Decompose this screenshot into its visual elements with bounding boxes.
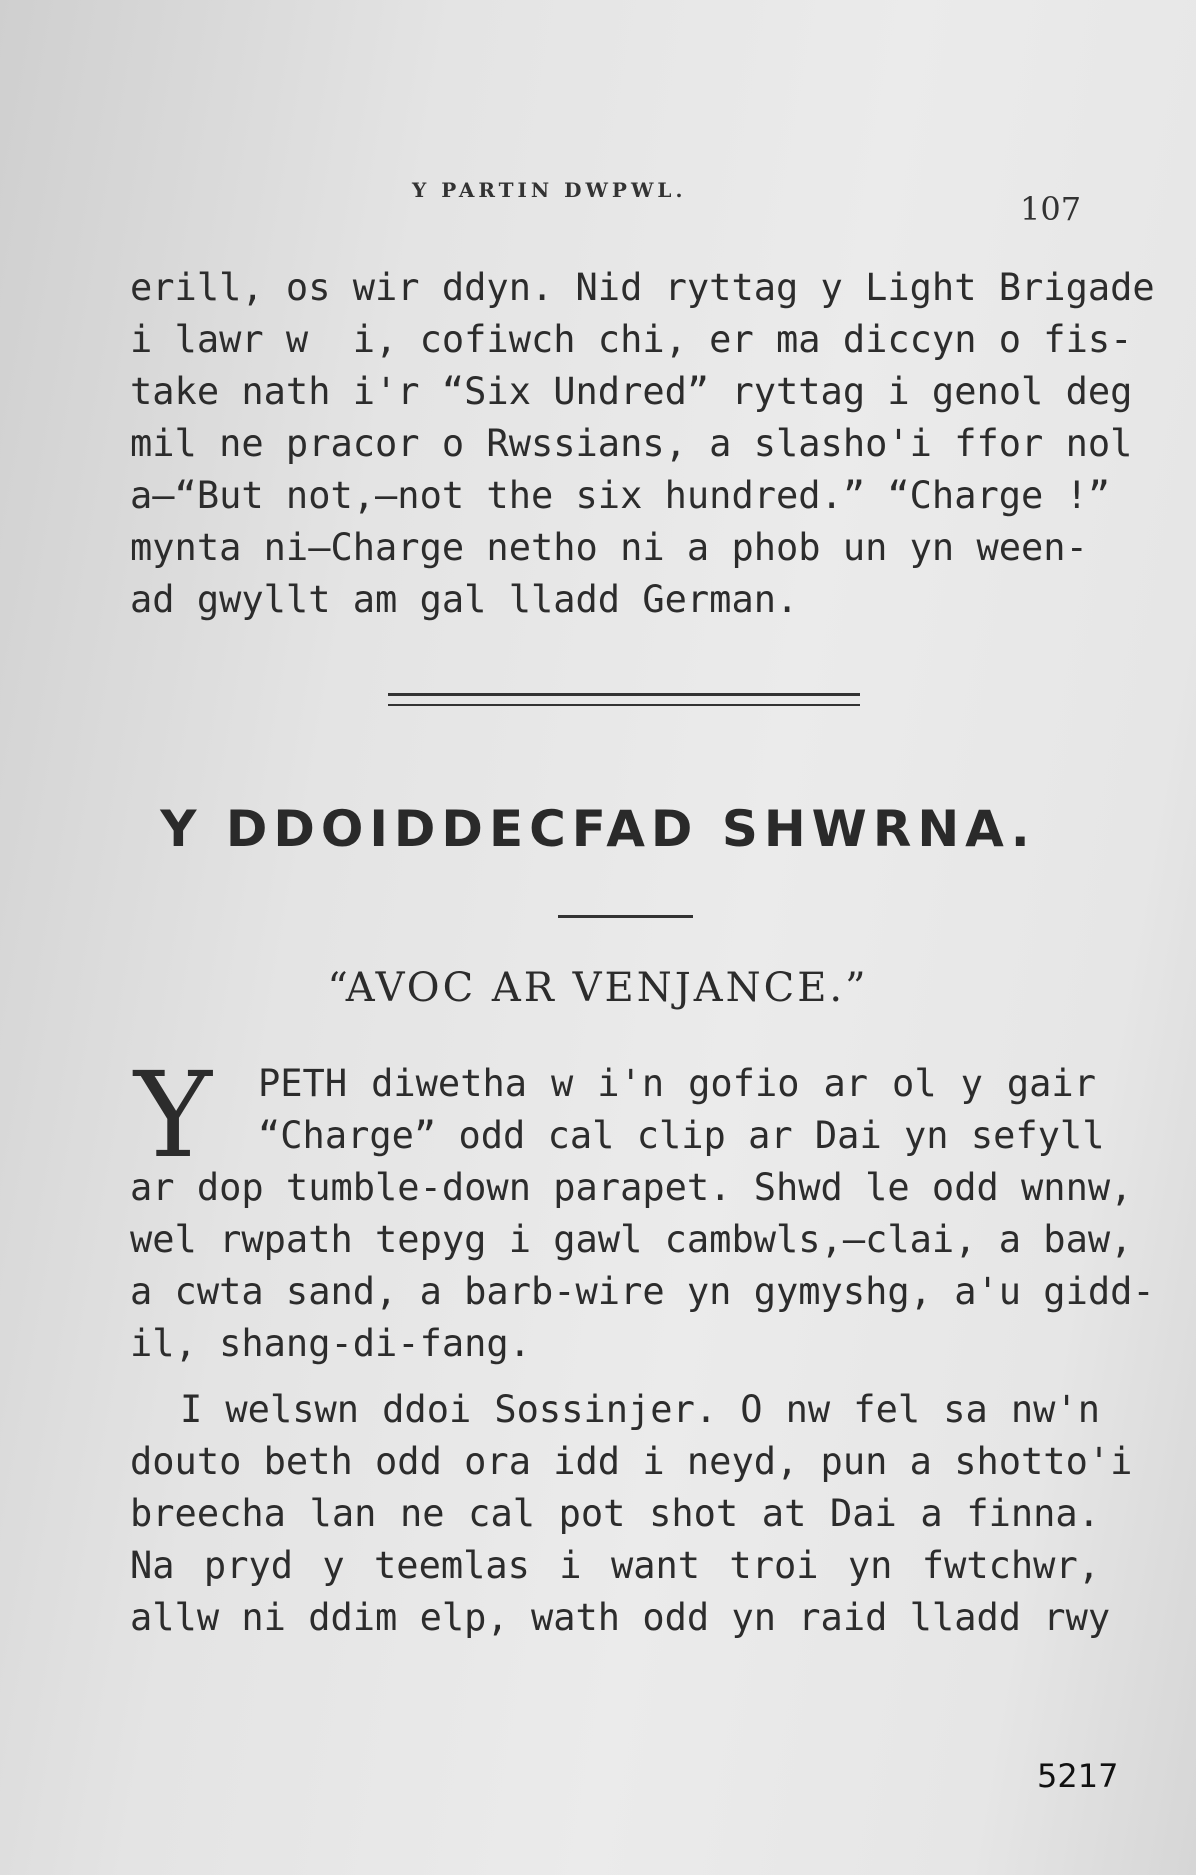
text-line: “Charge” odd cal clip ar Dai yn sefyll <box>258 1114 1105 1157</box>
running-head: Y PARTIN DWPWL. <box>412 178 687 202</box>
text-line: erill, os wir ddyn. Nid ryttag y Light Brigade <box>130 266 1155 309</box>
text-line: i lawr w i, cofiwch chi, er ma diccyn o fis- <box>130 318 1133 361</box>
text-line: take nath i'r “Six Undred” ryttag i genol deg <box>130 370 1133 413</box>
paragraph-3 <box>130 1384 1133 1644</box>
paragraph-2-opening <box>258 1058 1105 1162</box>
text-line: ad gwyllt am gal lladd German. <box>130 578 799 621</box>
text-line: il, shang-di-fang. <box>130 1322 531 1365</box>
page-number: 107 <box>1020 190 1082 228</box>
text-line: mil ne pracor o Rwssians, a slasho'i ffor nol <box>130 422 1133 465</box>
text-line: allw ni ddim elp, wath odd yn raid lladd rwy <box>130 1596 1111 1639</box>
chapter-subtitle: “AVOC AR VENJANCE.” <box>327 965 869 1011</box>
section-divider <box>388 693 860 706</box>
text-line: Na pryd y teemlas i want troi yn fwtchwr, <box>130 1544 1100 1587</box>
text-line: ar dop tumble-down parapet. Shwd le odd wnnw, <box>130 1166 1133 1209</box>
chapter-title: Y DDOIDDECFAD SHWRNA. <box>160 800 1036 858</box>
drop-cap: Y <box>134 1046 212 1184</box>
text-line: breecha lan ne cal pot shot at Dai a finna. <box>130 1492 1100 1535</box>
text-line: douto beth odd ora idd i neyd, pun a shotto'i <box>130 1440 1133 1483</box>
paragraph-1 <box>130 262 1155 626</box>
text-line: a cwta sand, a barb-wire yn gymyshg, a'u gidd- <box>130 1270 1155 1313</box>
paragraph-2 <box>130 1162 1155 1370</box>
text-line: PETH diwetha w i'n gofio ar ol y gair <box>258 1062 1096 1105</box>
title-rule <box>558 915 693 918</box>
text-line: wel rwpath tepyg i gawl cambwls,—clai, a baw, <box>130 1218 1133 1261</box>
text-line: mynta ni—Charge netho ni a phob un yn ween- <box>130 526 1088 569</box>
text-line: I welswn ddoi Sossinjer. O nw fel sa nw'n <box>180 1388 1100 1431</box>
catalog-number: 5217 <box>1037 1757 1119 1795</box>
text-line: a—“But not,—not the six hundred.” “Charge !” <box>130 474 1111 517</box>
